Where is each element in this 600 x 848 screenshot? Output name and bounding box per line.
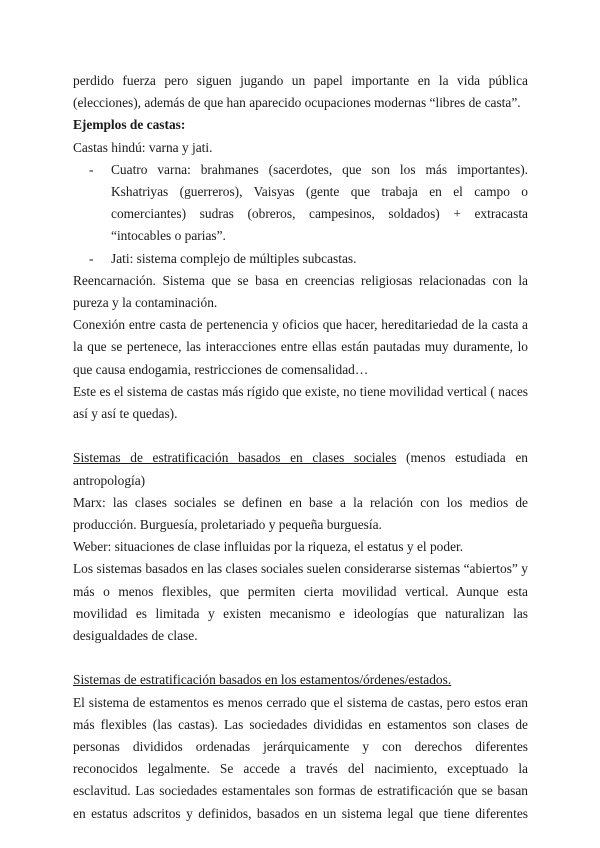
reencarnacion-paragraph: Reencarnación. Sistema que se basa en creencias religiosas relacionadas con la pureza y la contaminación. (73, 272, 528, 311)
castes-heading: Ejemplos de castas: (73, 117, 186, 133)
marx-paragraph: Marx: las clases sociales se definen en base a la relación con los medios de producción. Burguesía, proletariado y pequeña burguesía. (73, 494, 528, 533)
section-spacer (73, 425, 528, 447)
estamentos-heading: Sistemas de estratificación basados en los estamentos/órdenes/estados. (73, 672, 452, 688)
list-item-varna (73, 159, 528, 248)
abiertos-paragraph: Los sistemas basados en las clases sociales suelen considerarse sistemas “abiertos” y más o menos flexibles, que permiten cierta movilidad vertical. Aunque esta movilidad es limitada y existen mecanismo e ideologías que naturalizan las desigualdades de clase. (73, 561, 528, 644)
list-item-text: Jati: sistema complejo de múltiples subcastas. (111, 250, 357, 266)
clases-heading-note: (menos estudiada en antropología) (73, 450, 528, 488)
conexion-paragraph: Conexión entre casta de pertenencia y oficios que hacer, hereditariedad de la casta a la que se pertenece, las interacciones entre ellas están pautadas muy duramente, lo que causa endogamia, restricciones de comensalidad… (73, 317, 528, 377)
rigido-paragraph: Este es el sistema de castas más rígido que existe, no tiene movilidad vertical ( naces así y así te quedas). (73, 383, 528, 422)
section-spacer (73, 647, 528, 669)
document-body (73, 70, 528, 825)
clases-heading-paragraph (73, 447, 528, 491)
estamentos-paragraph: El sistema de estamentos es menos cerrado que el sistema de castas, pero estos eran más flexibles (las castas). Las sociedades divididas en estamentos son clases de personas divididos ordenadas jerárquicamente y con derechos diferentes reconocidos legalmente. Se accede a través del nacimiento, exceptuado la esclavitud. Las sociedades estamentales son formas de estratificación que se basan en estatus adscritos y definidos, basados en un sistema legal que tiene diferentes (73, 694, 528, 821)
list-item-text: Cuatro varna: brahmanes (sacerdotes, que son los más importantes). Kshatriyas (guerreros), Vaisyas (gente que trabaja en el campo o comerciantes) sudras (obreros, campesinos, soldados) + extracasta “intocables o parias”. (111, 161, 528, 244)
castes-list (73, 159, 528, 270)
clases-heading: Sistemas de estratificación basados en clases sociales (73, 450, 397, 466)
list-dash: - (89, 161, 94, 177)
castes-intro: Castas hindú: varna y jati. (73, 139, 213, 155)
list-dash: - (89, 250, 94, 266)
list-item-jati (73, 248, 528, 270)
weber-paragraph: Weber: situaciones de clase influidas por la riqueza, el estatus y el poder. (73, 539, 464, 555)
intro-paragraph: perdido fuerza pero siguen jugando un papel importante en la vida pública (elecciones), además de que han aparecido ocupaciones modernas “libres de casta”. (73, 73, 528, 111)
